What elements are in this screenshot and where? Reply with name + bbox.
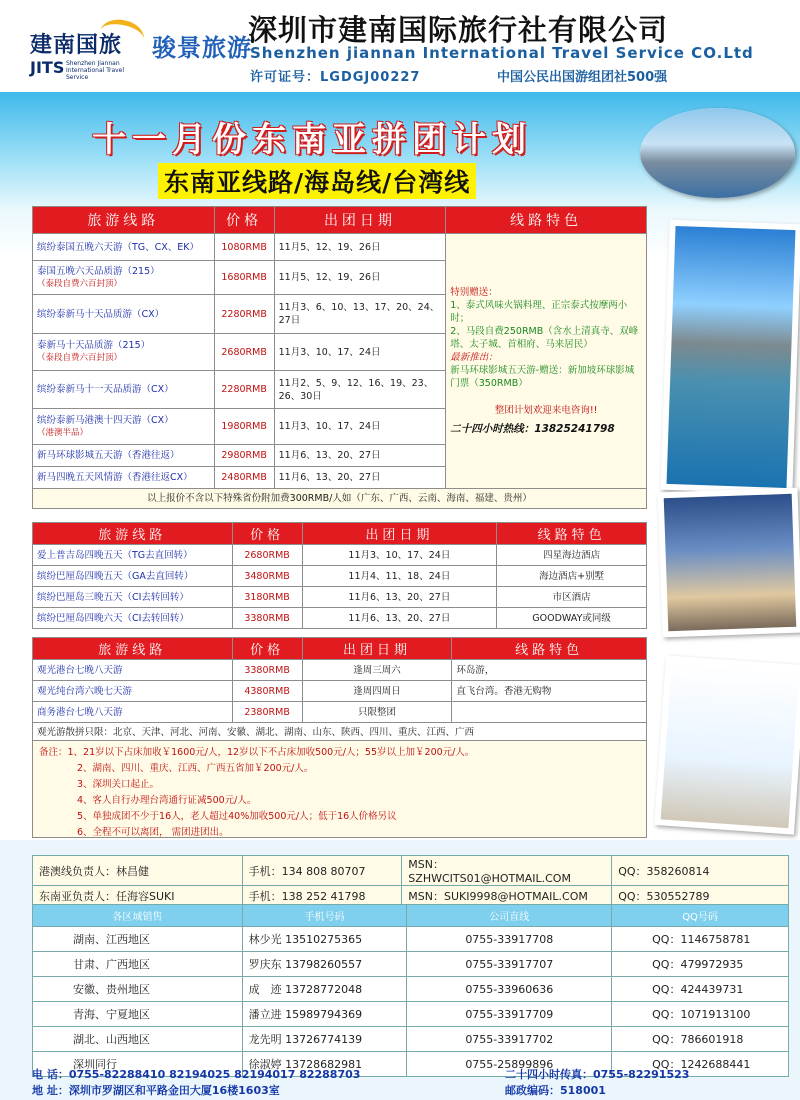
scatter-note: 观光游散拼只限：北京、天津、河北、河南、安徽、湖北、湖南、山东、陕西、四川、重庆、江西、广西 [33,723,647,742]
table-row [33,702,647,723]
remark-line: 6、全程不可以离团， 需团进团出。 [77,827,229,838]
header-price: 价格 [232,638,302,660]
contact-phone: 手机：138 252 41798 [242,886,402,907]
route-date: 11月6、13、20、27日 [302,587,497,608]
sales-qq: QQ：1242688441 [612,1052,789,1077]
footer-tel: 电 话：0755-82288410 82194025 82194017 82288703 [32,1068,361,1081]
route-feature: GOODWAY或同级 [497,608,647,629]
route-price: 2280RMB [214,295,274,334]
sales-mobile: 罗庆东 13798260557 [242,952,407,977]
route-date: 11月3、6、10、13、17、20、24、27日 [274,295,446,334]
route-price: 3480RMB [232,566,302,587]
route-note: （泰段自费六百封顶） [37,278,123,289]
table-row [33,545,647,566]
header-feature: 线路特色 [497,523,647,545]
route-date: 11月6、13、20、27日 [302,608,497,629]
sales-table [32,904,789,1077]
remark-line: 4、客人自行办理台湾通行证减500元/人。 [77,795,257,806]
header [0,0,800,92]
route-date: 11月3、10、17、24日 [274,409,446,445]
sales-direct: 0755-33960636 [407,977,612,1002]
contact-msn: MSN：SZHWCITS01@HOTMAIL.COM [402,856,612,886]
header-route: 旅游线路 [33,638,233,660]
table-row [33,587,647,608]
header-price: 价格 [232,523,302,545]
route-name: 观光港台七晚八天游 [33,660,233,681]
route-price: 3380RMB [232,660,302,681]
table-row [33,927,789,952]
beach-dinner-photo [658,488,800,638]
header-feature: 线路特色 [446,207,647,234]
route-name: 缤纷泰新马十天品质游（CX） [37,308,165,320]
route-features [446,234,647,489]
company-logo [30,20,150,82]
route-feature: 市区酒店 [497,587,647,608]
sales-qq: QQ：1146758781 [612,927,789,952]
logo-small-text: Shenzhen Jiannan International Travel Service [66,60,125,81]
route-date: 11月5、12、19、26日 [274,234,446,261]
southeast-asia-table [32,206,647,509]
remark-line: 2、湖南、四川、重庆、江西、广西五省加￥200元/人。 [77,763,314,774]
header-route: 旅游线路 [33,207,215,234]
singapore-photo [640,108,795,198]
contact-table [32,855,789,907]
route-date: 11月3、10、17、24日 [274,334,446,371]
contact-phone: 手机：134 808 80707 [242,856,402,886]
sales-direct: 0755-25899896 [407,1052,612,1077]
header-region: 各区域销售 [33,905,243,927]
route-name: 缤纷泰新马十一天品质游（CX） [37,384,174,395]
remark-line: 备注：1、21岁以下占床加收￥1600元/人，12岁以下不占床加收500元/人；55岁以上加￥200元/人。 [39,747,475,758]
table-row [33,566,647,587]
route-date: 11月6、13、20、27日 [274,467,446,489]
sales-region: 青海、宁夏地区 [33,1002,243,1027]
company-name-cn: 深圳市建南国际旅行社有限公司 [248,13,669,47]
contact-line: 东南亚负责人：任海容SUKI [33,886,243,907]
route-name: 爱上普吉岛四晚五天（TG去直回转） [33,545,233,566]
route-feature: 环岛游， [452,660,647,681]
route-name: 泰新马十天品质游（215） [37,340,151,351]
route-price: 3380RMB [232,608,302,629]
table-row [33,977,789,1002]
rank-text: 中国公民出国游组团社500强 [497,70,668,85]
sales-direct: 0755-33917709 [407,1002,612,1027]
route-feature: 直飞台湾。香港无购物 [452,681,647,702]
header-date: 出团日期 [302,523,497,545]
route-name: 缤纷泰国五晚六天游（TG、CX、EK） [37,241,200,253]
route-name: 缤纷巴厘岛三晚五天（CI去转回转） [33,587,233,608]
new-title: 最新推出： [450,352,498,363]
footer-fax: 二十四小时传真：0755-82291523 [505,1068,690,1081]
company-name-en: Shenzhen jiannan International Travel Service CO.Ltd [250,44,754,62]
header-qq: QQ号码 [612,905,789,927]
contact-qq: QQ：358260814 [612,856,789,886]
header-feature: 线路特色 [452,638,647,660]
header-mobile: 手机号码 [242,905,407,927]
route-name: 缤纷巴厘岛四晚六天（CI去转回转） [33,608,233,629]
license-number: 许可证号：LGDGJ00227 [250,70,421,85]
sales-direct: 0755-33917702 [407,1027,612,1052]
remarks-box [32,740,647,838]
brand-name: 骏景旅游 [152,34,252,62]
beach-rocks-photo [660,220,800,494]
route-feature: 海边酒店+别墅 [497,566,647,587]
sales-region: 安徽、贵州地区 [33,977,243,1002]
route-price: 2680RMB [232,545,302,566]
page-subtitle: 东南亚线路/海岛线/台湾线 [158,163,476,199]
sales-qq: QQ：424439731 [612,977,789,1002]
sales-qq: QQ：479972935 [612,952,789,977]
header-direct: 公司直线 [407,905,612,927]
header-price: 价格 [214,207,274,234]
table-header [33,207,647,234]
island-table [32,522,647,629]
sales-direct: 0755-33917707 [407,952,612,977]
route-date: 逢周三周六 [302,660,452,681]
route-price: 4380RMB [232,681,302,702]
table-row [33,952,789,977]
surcharge-note-row [33,489,647,509]
surcharge-note: 以上报价不含以下特殊省份附加费300RMB/人如（广东、广西、云南、海南、福建、贵州） [33,489,647,509]
gift-title: 特别赠送： [450,287,498,298]
route-date: 11月6、13、20、27日 [274,445,446,467]
route-note: （泰段自费六百封顶） [37,353,123,363]
table-row [33,681,647,702]
route-name: 缤纷泰新马港澳十四天游（CX） [37,414,174,426]
sales-region: 甘肃、广西地区 [33,952,243,977]
sales-qq: QQ：786601918 [612,1027,789,1052]
header-route: 旅游线路 [33,523,233,545]
sales-direct: 0755-33917708 [407,927,612,952]
route-feature: 四星海边酒店 [497,545,647,566]
consult-text: 整团计划欢迎来电咨询!! [494,405,598,416]
contact-qq: QQ：530552789 [612,886,789,907]
sales-mobile: 龙先明 13726774139 [242,1027,407,1052]
route-date: 11月5、12、19、26日 [274,261,446,295]
mascot-photo [654,655,800,834]
sales-mobile: 成 迹 13728772048 [242,977,407,1002]
route-price: 1080RMB [214,234,274,261]
route-note: （港澳半品） [37,427,89,438]
sales-qq: QQ：1071913100 [612,1002,789,1027]
logo-en: JITS [30,58,65,77]
table-header [33,905,789,927]
route-date: 11月3、10、17、24日 [302,545,497,566]
route-name: 新马四晚五天风情游（香港往返CX） [37,472,193,483]
table-header [33,523,647,545]
new-text: 新马环球影城五天游-赠送：新加坡环球影城门票（350RMB） [450,365,635,389]
table-row [33,234,647,261]
route-price: 3180RMB [232,587,302,608]
gift-item-2: 2、马段自费250RMB（含水上清真寺、双峰塔、太子城、首相府、马来居民） [450,326,639,350]
table-row [33,608,647,629]
route-date: 只限整团 [302,702,452,723]
logo-cn: 建南国旅 [30,33,123,58]
route-date: 11月2、5、9、12、16、19、23、26、30日 [274,371,446,409]
route-date: 11月4、11、18、24日 [302,566,497,587]
route-feature [452,702,647,723]
footer-address: 地 址：深圳市罗湖区和平路金田大厦16楼1603室 [32,1084,280,1097]
sales-region: 湖南、江西地区 [33,927,243,952]
route-price: 2480RMB [214,467,274,489]
remark-line: 5、单独成团不少于16人，老人超过40%加收500元/人；低于16人价格另议 [77,811,397,822]
contact-msn: MSN：SUKI9998@HOTMAIL.COM [402,886,612,907]
page-title: 十一月份东南亚拼团计划 [92,120,532,160]
sales-mobile: 徐淑婷 13728682981 [242,1052,407,1077]
route-price: 2280RMB [214,371,274,409]
header-date: 出团日期 [302,638,452,660]
sales-mobile: 林少光 13510275365 [242,927,407,952]
table-row [33,660,647,681]
sales-region: 湖北、山西地区 [33,1027,243,1052]
route-name: 缤纷巴厘岛四晚五天（GA去直回转） [33,566,233,587]
header-date: 出团日期 [274,207,446,234]
sales-region: 深圳同行 [33,1052,243,1077]
contact-line: 港澳线负责人：林昌健 [33,856,243,886]
hotline-text: 二十四小时热线：13825241798 [450,423,615,435]
scatter-note-row [33,723,647,742]
sales-mobile: 潘立进 15989794369 [242,1002,407,1027]
route-price: 2380RMB [232,702,302,723]
contact-row [33,856,789,886]
remark-line: 3、深圳关口起止。 [77,779,160,790]
route-price: 1980RMB [214,409,274,445]
table-row [33,1027,789,1052]
route-date: 逢周四周日 [302,681,452,702]
table-row [33,1002,789,1027]
route-price: 2980RMB [214,445,274,467]
route-name: 新马环球影城五天游（香港往返） [37,450,180,461]
route-price: 1680RMB [214,261,274,295]
route-price: 2680RMB [214,334,274,371]
gift-item-1: 1、泰式风味火锅料理、正宗泰式按摩两小时； [450,300,628,324]
route-name: 商务港台七晚八天游 [33,702,233,723]
route-name: 泰国五晚六天品质游（215） [37,265,160,277]
taiwan-table [32,637,647,742]
table-header [33,638,647,660]
route-name: 观光纯台湾六晚七天游 [33,681,233,702]
footer-postcode: 邮政编码：518001 [505,1084,606,1097]
